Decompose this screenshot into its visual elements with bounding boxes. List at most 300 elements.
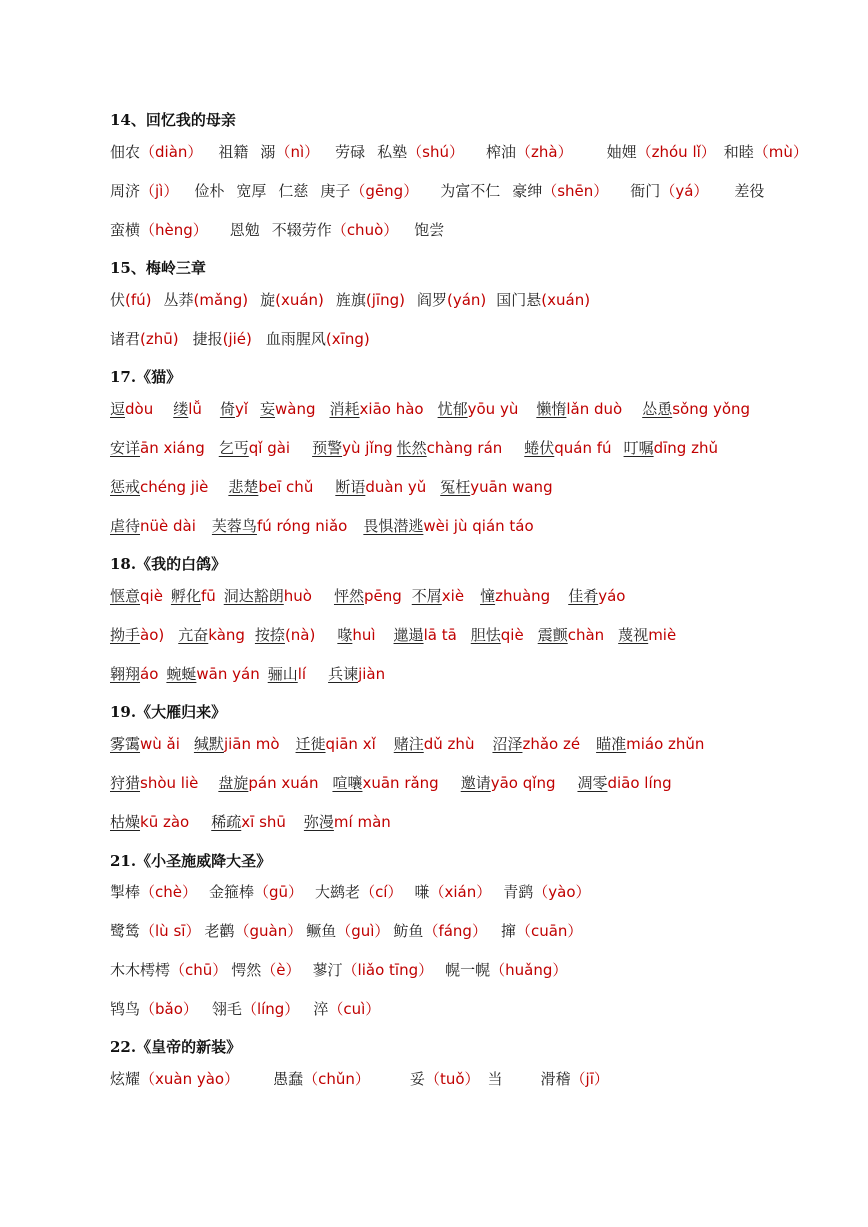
vocab-word: 洞达豁朗 <box>223 587 284 605</box>
vocab-item <box>218 774 318 792</box>
vocab-word: 蜷伏 <box>524 439 555 457</box>
vocab-pinyin: （cuān） <box>515 922 583 940</box>
vocab-word: 大鹚老 <box>315 883 361 901</box>
section-heading: 17.《猫》 <box>110 368 182 386</box>
vocab-pinyin: pēng <box>363 587 402 605</box>
vocab-word: 弥漫 <box>303 813 334 831</box>
vocab-word: 豪绅 <box>512 182 543 200</box>
vocab-item <box>337 626 375 644</box>
vocab-pinyin: ān xiáng <box>140 439 205 457</box>
vocab-item <box>412 587 464 605</box>
vocab-word: 老鹳 <box>204 922 235 940</box>
vocab-pinyin: （chū） <box>170 961 228 979</box>
vocab-row <box>110 999 380 1019</box>
vocab-word: 稀疏 <box>211 813 242 831</box>
vocab-item <box>260 143 319 161</box>
vocab-pinyin: quán fú <box>554 439 612 457</box>
vocab-word: 芙蓉鸟 <box>211 517 257 535</box>
vocab-item <box>471 626 524 644</box>
vocab-word: 愚蠢 <box>273 1070 304 1088</box>
vocab-item <box>363 517 533 535</box>
vocab-word: 鸨鸟 <box>110 1000 141 1018</box>
vocab-pinyin: ào) <box>140 626 165 644</box>
vocab-item <box>332 774 438 792</box>
vocab-pinyin: （hèng） <box>140 221 208 239</box>
vocab-item <box>209 883 303 901</box>
vocab-pinyin: （guàn） <box>234 922 303 940</box>
vocab-word: 掣棒 <box>110 883 141 901</box>
vocab-item <box>536 400 622 418</box>
vocab-item <box>335 478 426 496</box>
vocab-pinyin: yuān wang <box>470 478 553 496</box>
vocab-item <box>724 143 808 161</box>
vocab-pinyin: áo <box>140 665 159 683</box>
vocab-pinyin: （jī） <box>570 1070 609 1088</box>
vocab-word: 私塾 <box>377 143 408 161</box>
vocab-word: 逗 <box>110 400 126 418</box>
vocab-item <box>166 665 259 683</box>
vocab-word: 嗛 <box>414 883 430 901</box>
vocab-word: 血雨腥风 <box>265 330 326 348</box>
vocab-item <box>219 439 290 457</box>
vocab-pinyin: （shú） <box>407 143 464 161</box>
vocab-row <box>110 181 764 201</box>
vocab-pinyin: fū <box>200 587 216 605</box>
vocab-pinyin: wèi jù qián táo <box>423 517 534 535</box>
vocab-word: 溺 <box>260 143 276 161</box>
vocab-item <box>397 439 503 457</box>
vocab-item <box>596 735 704 753</box>
vocab-word: 劳碌 <box>335 143 366 161</box>
vocab-word: 乞丐 <box>218 439 249 457</box>
vocab-item <box>193 330 252 348</box>
vocab-word: 佳肴 <box>568 587 599 605</box>
vocab-item <box>211 813 286 831</box>
vocab-item <box>212 1000 299 1018</box>
vocab-word: 俭朴 <box>194 182 225 200</box>
vocab-word: 蓼汀 <box>312 961 343 979</box>
vocab-word: 佃农 <box>110 143 141 161</box>
vocab-item <box>624 439 718 457</box>
vocab-item <box>414 883 491 901</box>
vocab-item <box>524 439 611 457</box>
vocab-item <box>440 478 552 496</box>
vocab-pinyin: kàng <box>208 626 245 644</box>
vocab-item <box>212 517 347 535</box>
vocab-word: 叮嘱 <box>623 439 654 457</box>
vocab-item <box>541 1070 609 1088</box>
vocab-pinyin: （nì） <box>275 143 320 161</box>
vocab-word: 鹭鸶 <box>110 922 141 940</box>
vocab-word: 倚 <box>219 400 235 418</box>
vocab-item <box>231 961 300 979</box>
vocab-item <box>445 961 567 979</box>
vocab-word: 国门悬 <box>496 291 542 309</box>
vocab-word: 木木樗樗 <box>110 961 171 979</box>
vocab-pinyin: dīng zhǔ <box>653 439 718 457</box>
vocab-word: 旋 <box>260 291 276 309</box>
vocab-word: 孵化 <box>170 587 201 605</box>
vocab-pinyin: （è） <box>261 961 301 979</box>
vocab-pinyin: diāo líng <box>607 774 672 792</box>
vocab-pinyin: （diàn） <box>140 143 203 161</box>
vocab-item <box>220 400 248 418</box>
vocab-pinyin: （zhà） <box>516 143 573 161</box>
vocab-pinyin: huò <box>283 587 312 605</box>
vocab-word: 预警 <box>312 439 343 457</box>
vocab-pinyin: qiè <box>140 587 163 605</box>
vocab-item <box>230 221 260 239</box>
vocab-item <box>320 182 418 200</box>
vocab-pinyin: wàng <box>275 400 316 418</box>
vocab-row <box>110 142 808 162</box>
vocab-pinyin: xuān rǎng <box>362 774 439 792</box>
vocab-pinyin: kū zào <box>140 813 190 831</box>
vocab-word: 恩勉 <box>229 221 260 239</box>
vocab-item <box>304 813 391 831</box>
vocab-row <box>110 960 567 980</box>
vocab-pinyin: yāo qǐng <box>490 774 556 792</box>
vocab-word: 宽厚 <box>236 182 267 200</box>
vocab-word: 拗手 <box>110 626 141 644</box>
vocab-item <box>164 291 249 309</box>
vocab-word: 丛莽 <box>163 291 194 309</box>
vocab-item <box>278 182 308 200</box>
vocab-pinyin: yáo <box>598 587 626 605</box>
vocab-item <box>496 291 590 309</box>
vocab-word: 翱翔 <box>110 665 141 683</box>
vocab-item <box>272 221 398 239</box>
vocab-pinyin: (jīng) <box>365 291 405 309</box>
vocab-pinyin: mí màn <box>333 813 391 831</box>
vocab-item <box>642 400 750 418</box>
vocab-pinyin: chéng jiè <box>140 478 209 496</box>
vocab-item <box>178 626 245 644</box>
vocab-pinyin: （líng） <box>241 1000 300 1018</box>
vocab-pinyin: (jié) <box>222 330 252 348</box>
vocab-word: 邋遢 <box>393 626 424 644</box>
vocab-word: 撺 <box>500 922 516 940</box>
vocab-word: 喙 <box>337 626 353 644</box>
vocab-word: 凋零 <box>577 774 608 792</box>
vocab-word: 和睦 <box>723 143 754 161</box>
vocab-item <box>173 400 202 418</box>
vocab-item <box>266 330 370 348</box>
vocab-word: 妥 <box>409 1070 425 1088</box>
vocab-pinyin: （huǎng） <box>490 961 568 979</box>
vocab-pinyin: xiāo hào <box>359 400 424 418</box>
vocab-pinyin: miè <box>648 626 677 644</box>
vocab-pinyin: （jì） <box>140 182 179 200</box>
vocab-pinyin: qiè <box>500 626 524 644</box>
vocab-pinyin: (nà) <box>284 626 316 644</box>
vocab-word: 旌旗 <box>335 291 366 309</box>
vocab-pinyin: （bǎo） <box>140 1000 198 1018</box>
vocab-item <box>486 143 573 161</box>
vocab-item <box>218 143 248 161</box>
vocab-word: 鲂鱼 <box>393 922 424 940</box>
vocab-pinyin: wù ǎi <box>140 735 180 753</box>
vocab-item <box>503 883 590 901</box>
vocab-pinyin: （fáng） <box>423 922 487 940</box>
vocab-item <box>461 774 556 792</box>
vocab-word: 幌一幌 <box>445 961 491 979</box>
vocab-pinyin: nüè dài <box>140 517 196 535</box>
vocab-item <box>110 665 158 683</box>
vocab-word: 差役 <box>734 182 765 200</box>
section-heading: 19.《大雁归来》 <box>110 703 227 721</box>
vocab-item <box>171 587 216 605</box>
vocab-pinyin: duàn yǔ <box>365 478 427 496</box>
vocab-pinyin: sǒng yǒng <box>672 400 751 418</box>
vocab-word: 青鹞 <box>503 883 534 901</box>
vocab-row <box>110 1069 609 1089</box>
vocab-pinyin: jiān mò <box>223 735 280 753</box>
vocab-pinyin: xī shū <box>241 813 286 831</box>
vocab-item <box>224 587 312 605</box>
vocab-pinyin: （liǎo tīng） <box>342 961 434 979</box>
vocab-pinyin: lā tā <box>423 626 457 644</box>
vocab-item <box>296 735 376 753</box>
vocab-row <box>110 516 534 536</box>
vocab-word: 狩猎 <box>110 774 141 792</box>
vocab-pinyin: （mù） <box>753 143 808 161</box>
vocab-word: 金箍棒 <box>209 883 255 901</box>
vocab-word: 怦然 <box>333 587 364 605</box>
vocab-item <box>110 587 163 605</box>
vocab-pinyin: chàn <box>567 626 605 644</box>
vocab-pinyin: qiān xǐ <box>325 735 376 753</box>
vocab-item <box>204 922 302 940</box>
vocab-item <box>273 1070 370 1088</box>
vocab-pinyin: (xuán) <box>541 291 591 309</box>
vocab-item <box>260 400 316 418</box>
vocab-pinyin: （chǔn） <box>303 1070 370 1088</box>
vocab-word: 伏 <box>110 291 126 309</box>
vocab-pinyin: （xián） <box>429 883 492 901</box>
vocab-row <box>110 882 591 902</box>
vocab-pinyin: yǐ <box>234 400 248 418</box>
vocab-item <box>734 182 764 200</box>
vocab-word: 惬意 <box>110 587 141 605</box>
vocab-word: 诸君 <box>110 330 141 348</box>
vocab-word: 懒惰 <box>536 400 567 418</box>
vocab-word: 饱尝 <box>414 221 445 239</box>
vocab-item <box>336 291 405 309</box>
vocab-row <box>110 290 590 310</box>
vocab-item <box>488 1070 503 1088</box>
vocab-pinyin: （zhóu lǐ） <box>636 143 716 161</box>
vocab-word: 沼泽 <box>492 735 523 753</box>
vocab-item <box>492 735 580 753</box>
vocab-item <box>110 330 179 348</box>
vocab-word: 阎罗 <box>416 291 447 309</box>
vocab-item <box>110 517 196 535</box>
vocab-word: 消耗 <box>329 400 360 418</box>
vocab-item <box>568 587 625 605</box>
vocab-row <box>110 220 444 240</box>
vocab-word: 按捺 <box>254 626 285 644</box>
vocab-item <box>194 182 224 200</box>
vocab-item <box>630 182 708 200</box>
vocab-word: 邀请 <box>460 774 491 792</box>
vocab-pinyin: pán xuán <box>248 774 319 792</box>
vocab-word: 雾霭 <box>110 735 141 753</box>
vocab-row <box>110 625 676 645</box>
vocab-word: 蔑视 <box>618 626 649 644</box>
vocab-word: 畏惧潜逃 <box>363 517 424 535</box>
vocab-word: 当 <box>487 1070 503 1088</box>
vocab-item <box>110 182 178 200</box>
vocab-item <box>110 400 153 418</box>
section-heading: 18.《我的白鸽》 <box>110 555 227 573</box>
vocab-word: 憧 <box>480 587 496 605</box>
vocab-word: 蜿蜒 <box>166 665 197 683</box>
vocab-item <box>306 922 389 940</box>
vocab-row <box>110 812 391 832</box>
vocab-item <box>268 665 306 683</box>
vocab-word: 断语 <box>335 478 366 496</box>
vocab-pinyin: (xīng) <box>325 330 370 348</box>
vocab-word: 枯燥 <box>110 813 141 831</box>
vocab-word: 迁徙 <box>295 735 326 753</box>
vocab-pinyin: (mǎng) <box>193 291 249 309</box>
vocab-word: 亢奋 <box>178 626 209 644</box>
vocab-row <box>110 734 704 754</box>
vocab-item <box>194 735 280 753</box>
vocab-row <box>110 921 582 941</box>
vocab-item <box>414 221 444 239</box>
vocab-word: 安详 <box>110 439 141 457</box>
vocab-pinyin: lí <box>297 665 307 683</box>
vocab-item <box>480 587 550 605</box>
vocab-word: 炫耀 <box>110 1070 141 1088</box>
vocab-word: 喧嚷 <box>332 774 363 792</box>
vocab-word: 怂恿 <box>642 400 673 418</box>
vocab-item <box>110 774 198 792</box>
vocab-pinyin: (xuán) <box>275 291 324 309</box>
vocab-word: 缄默 <box>193 735 224 753</box>
section-heading: 15、梅岭三章 <box>110 259 206 277</box>
vocab-item <box>260 291 324 309</box>
vocab-item <box>110 922 200 940</box>
vocab-item <box>312 439 393 457</box>
vocab-pinyin: huì <box>352 626 376 644</box>
vocab-word: 盘旋 <box>218 774 249 792</box>
vocab-word: 捷报 <box>192 330 223 348</box>
vocab-word: 榨油 <box>486 143 517 161</box>
vocab-pinyin: zhuàng <box>495 587 551 605</box>
vocab-pinyin: yù jǐng <box>342 439 393 457</box>
vocab-row <box>110 664 385 684</box>
vocab-item <box>577 774 671 792</box>
vocab-word: 妯娌 <box>606 143 637 161</box>
vocab-pinyin: wān yán <box>196 665 260 683</box>
vocab-word: 兵谏 <box>328 665 359 683</box>
vocab-item <box>394 735 475 753</box>
vocab-item <box>438 400 519 418</box>
vocab-pinyin: （chuò） <box>331 221 399 239</box>
vocab-word: 妄 <box>260 400 276 418</box>
vocab-item <box>334 587 402 605</box>
vocab-item <box>618 626 676 644</box>
vocab-item <box>110 1000 198 1018</box>
vocab-pinyin: xiè <box>441 587 465 605</box>
vocab-item <box>394 626 457 644</box>
vocab-word: 翎毛 <box>211 1000 242 1018</box>
vocab-pinyin: （yá） <box>660 182 709 200</box>
vocab-pinyin: （yào） <box>533 883 591 901</box>
vocab-item <box>236 182 266 200</box>
vocab-item <box>393 922 487 940</box>
vocab-item <box>110 813 189 831</box>
vocab-word: 鳜鱼 <box>306 922 337 940</box>
vocab-pinyin: （shēn） <box>542 182 609 200</box>
vocab-row <box>110 399 750 419</box>
vocab-item <box>110 883 197 901</box>
vocab-item <box>255 626 315 644</box>
vocab-word: 祖籍 <box>218 143 249 161</box>
vocab-word: 不屑 <box>411 587 442 605</box>
vocab-pinyin: (zhū) <box>140 330 179 348</box>
vocab-pinyin: qǐ gài <box>248 439 291 457</box>
vocab-pinyin: miáo zhǔn <box>626 735 705 753</box>
vocab-item <box>110 626 164 644</box>
vocab-word: 缕 <box>173 400 189 418</box>
vocab-pinyin: zhǎo zé <box>522 735 581 753</box>
vocab-word: 不辍劳作 <box>271 221 332 239</box>
vocab-item <box>110 221 208 239</box>
vocab-pinyin: chàng rán <box>426 439 503 457</box>
vocab-item <box>410 1070 480 1088</box>
vocab-item <box>110 291 152 309</box>
vocab-item <box>538 626 604 644</box>
vocab-word: 震颤 <box>537 626 568 644</box>
vocab-word: 淬 <box>313 1000 329 1018</box>
vocab-row <box>110 477 553 497</box>
vocab-word: 庚子 <box>320 182 351 200</box>
vocab-item <box>228 478 313 496</box>
vocab-item <box>110 143 202 161</box>
vocab-row <box>110 438 718 458</box>
vocab-item <box>417 291 486 309</box>
vocab-pinyin: jiàn <box>358 665 386 683</box>
vocab-word: 滑稽 <box>540 1070 571 1088</box>
vocab-pinyin: (yán) <box>447 291 487 309</box>
vocab-item <box>313 1000 380 1018</box>
vocab-pinyin: lǚ <box>188 400 202 418</box>
vocab-item <box>377 143 464 161</box>
vocab-pinyin: （lù sī） <box>140 922 201 940</box>
vocab-word: 虐待 <box>110 517 141 535</box>
vocab-row <box>110 773 672 793</box>
vocab-pinyin: lǎn duò <box>566 400 623 418</box>
vocab-row <box>110 329 370 349</box>
section-heading: 21.《小圣施威降大圣》 <box>110 852 272 870</box>
vocab-word: 衙门 <box>630 182 661 200</box>
vocab-item <box>110 1070 239 1088</box>
vocab-word: 为富不仁 <box>440 182 501 200</box>
vocab-item <box>607 143 716 161</box>
vocab-pinyin: （gū） <box>254 883 304 901</box>
vocab-item <box>110 961 227 979</box>
vocab-word: 赌注 <box>393 735 424 753</box>
vocab-item <box>313 961 434 979</box>
vocab-word: 惩戒 <box>110 478 141 496</box>
vocab-pinyin: dòu <box>125 400 154 418</box>
vocab-pinyin: （cí） <box>360 883 403 901</box>
vocab-pinyin: dǔ zhù <box>423 735 475 753</box>
